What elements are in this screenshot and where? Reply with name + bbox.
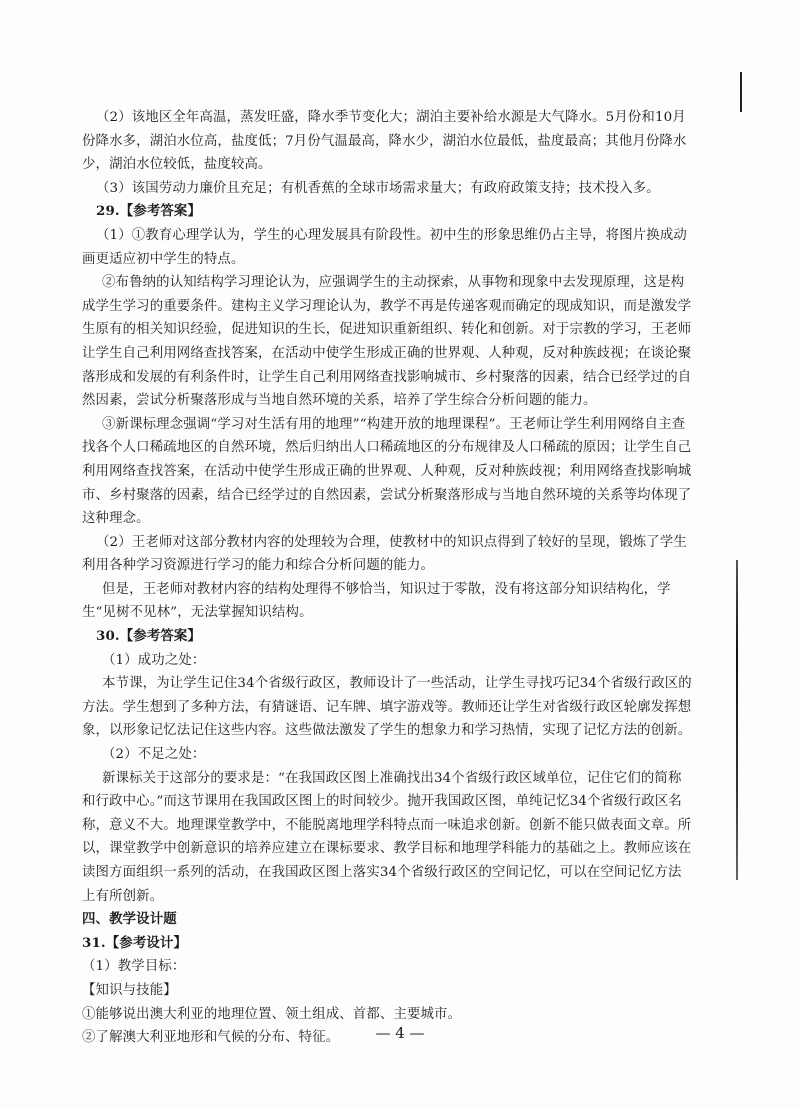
paragraph: 本节课，为让学生记住34个省级行政区，教师设计了一些活动，让学生寻找巧记34个省级行政区的方法。学生想到了多种方法，有猜谜语、记车牌、填字游戏等。教师还让学生对省级行政区轮廓发挥想象，以形象记忆法记住这些内容。这些做法激发了学生的想象力和学习热情，实现了记忆方法的创新。 [82,676,692,739]
paragraph: ②布鲁纳的认知结构学习理论认为，应强调学生的主动探索，从事物和现象中去发现原理，这是构成学生学习的重要条件。建构主义学习理论认为，教学不再是传递客观而确定的现成知识，而是激发学生原有的相关知识经验，促进知识的生长，促进知识重新组织、转化和创新。对于宗教的学习，王老师让学生自己利用网络查找答案，在活动中使学生形成正确的世界观、人种观，反对种族歧视；在谈论聚落形成和发展的有利条件时，让学生自己利用网络查找影响城市、乡村聚落的因素，结合已经学过的自然因素，尝试分析聚落形成与当地自然环境的关系，培养了学生综合分析问题的能力。 [82,275,692,409]
paragraph: （3）该国劳动力廉价且充足；有机香蕉的全球市场需求量大；有政府政策支持；技术投入多。 [96,180,660,196]
scan-artifact-edge [736,560,738,880]
paragraph: 但是，王老师对教材内容的结构处理得不够恰当，知识过于零散，没有将这部分知识结构化，学生“见树不见林”，无法掌握知识结构。 [82,581,671,621]
paragraph: （2）不足之处： [102,747,206,763]
scan-artifact-top [740,72,742,112]
paragraph: （1）①教育心理学认为，学生的心理发展具有阶段性。初中生的形象思维仍占主导，将图片换成动画更适应初中学生的特点。 [82,227,687,267]
paragraph: ①能够说出澳大利亚的地理位置、领土组成、首都、主要城市。 [82,1006,462,1022]
section-heading: 30.【参考答案】 [96,628,201,645]
paragraph: （1）成功之处： [102,652,206,668]
paragraph: ③新课标理念强调“学习对生活有用的地理”“构建开放的地理课程”。王老师让学生利用网络自主查找各个人口稀疏地区的自然环境，然后归纳出人口稀疏地区的分布规律及人口稀疏的原因；让学生自己利用网络查找答案，在活动中使学生形成正确的世界观、人种观，反对种族歧视；利用网络查找影响城市、乡村聚落的因素，结合已经学过的自然因素，尝试分析聚落形成与当地自然环境的关系等均体现了这种理念。 [82,416,692,527]
paragraph: 新课标关于这部分的要求是：“在我国政区图上准确找出34个省级行政区域单位，记住它们的简称和行政中心。”而这节课用在我国政区图上的时间较少。抛开我国政区图，单纯记忆34个省级行政区名称，意义不大。地理课堂教学中，不能脱离地理学科特点而一味追求创新。创新不能只做表面文章。所以，课堂教学中创新意识的培养应建立在课标要求、教学目标和地理学科能力的基础之上。教师应该在读图方面组织一系列的活动，在我国政区图上落实34个省级行政区的空间记忆，可以在空间记忆方法上有所创新。 [82,770,692,904]
section-heading: 31.【参考设计】 [82,934,187,951]
paragraph: （2）王老师对这部分教材内容的处理较为合理，使教材中的知识点得到了较好的呈现，锻炼了学生利用各种学习资源进行学习的能力和综合分析问题的能力。 [82,534,687,574]
document-body [82,106,694,1050]
paragraph: 【知识与技能】 [82,982,177,998]
page-number: — 4 — [375,1024,425,1042]
paragraph: （2）该地区全年高温，蒸发旺盛，降水季节变化大；湖泊主要补给水源是大气降水。5月份和10月份降水多，湖泊水位高，盐度低；7月份气温最高，降水少，湖泊水位最低，盐度最高；其他月份降水少，湖泊水位较低，盐度较高。 [82,110,687,173]
section-heading: 29.【参考答案】 [96,203,201,220]
paragraph: ②了解澳大利亚地形和气候的分布、特征。 [82,1030,340,1046]
section-heading: 四、教学设计题 [82,911,177,928]
paragraph: （1）教学目标： [82,959,186,975]
